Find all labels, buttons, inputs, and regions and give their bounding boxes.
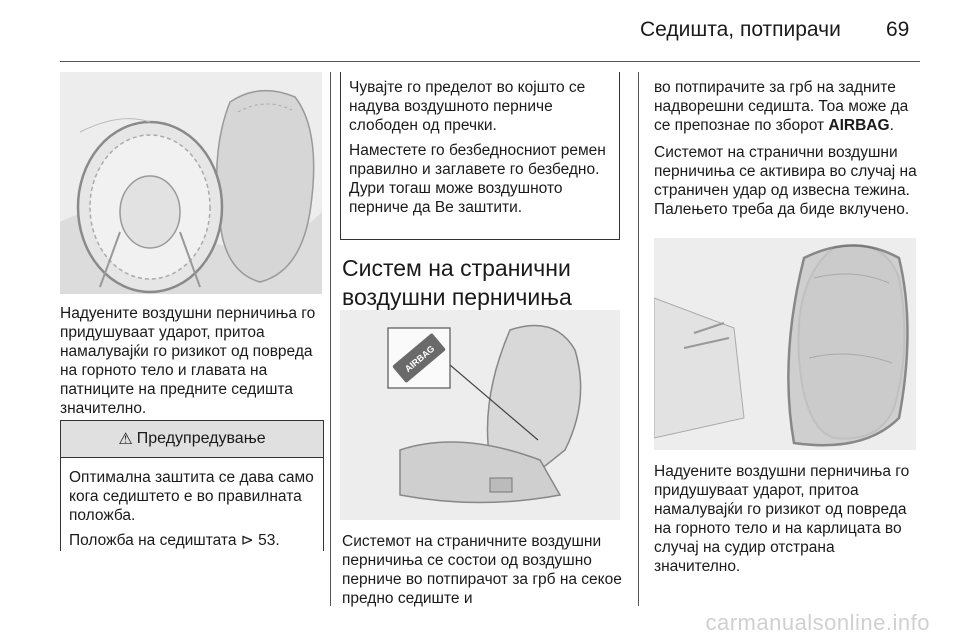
header-rule — [60, 61, 920, 62]
side-airbag-deployed-illustration — [654, 238, 916, 450]
note-paragraph-1: Чувајте го пределот во којшто се надува воздушното перниче слободен од пречки. — [349, 79, 586, 134]
page-header-title: Седишта, потпирачи — [640, 18, 841, 41]
watermark: carmanualsonline.info — [705, 610, 930, 635]
warning-box — [60, 420, 324, 551]
section-title: Систем на странични воздушни перничиња — [342, 255, 572, 310]
warning-text: Оптимална заштита се дава само кога седиштето е во правилната положба. — [69, 469, 314, 524]
note-box — [340, 72, 620, 240]
side-airbag-body: Системот на страничните воздушни перничиња се состои од воздушно перниче во потпирачот за грб на секое предно седиште и — [342, 533, 622, 607]
front-airbag-caption: Надуените воздушни перничиња го придушуваат ударот, притоа намалувајќи го ризикот од повреда на горното тело и главата на патниците на предните седишта значително. — [60, 305, 316, 417]
warning-heading — [61, 421, 323, 458]
airbag-label-text: AIRBAG — [402, 343, 437, 375]
warning-triangle-icon: ⚠ — [118, 431, 133, 448]
activation-paragraph: Системот на странични воздушни перничиња се активира во случај на страничен удар од извесна тежина. Палењето треба да биде вклучено. — [654, 144, 917, 218]
side-airbag-seat-illustration — [340, 310, 620, 520]
seat-position-reference: Положба на седиштата ⊳ 53. — [69, 532, 280, 549]
column-divider-1 — [330, 72, 331, 606]
side-airbag-description: во потпирачите за грб на задните надворешни седишта. Тоа може да се препознае по зборот AIRBAG. Системот на странични воздушни перничиња се активира во случај на страничен удар од извесна тежина. Палењето треба да биде вклучено. — [654, 78, 924, 219]
airbag-word: AIRBAG — [828, 117, 890, 134]
column-divider-2 — [638, 72, 639, 606]
side-airbag-caption: Надуените воздушни перничиња го придушуваат ударот, притоа намалувајќи го ризикот од повреда на горното тело и на карлицата во случај на судир отстрана значително. — [654, 463, 910, 575]
page-number: 69 — [886, 18, 910, 41]
front-airbag-illustration — [60, 72, 322, 294]
note-paragraph-2: Наместете го безбедносниот ремен правилно и заглавете го безбедно. Дури тогаш може воздушното перниче да Ве заштити. — [349, 142, 606, 216]
warning-heading-text: Предупредување — [136, 430, 266, 447]
